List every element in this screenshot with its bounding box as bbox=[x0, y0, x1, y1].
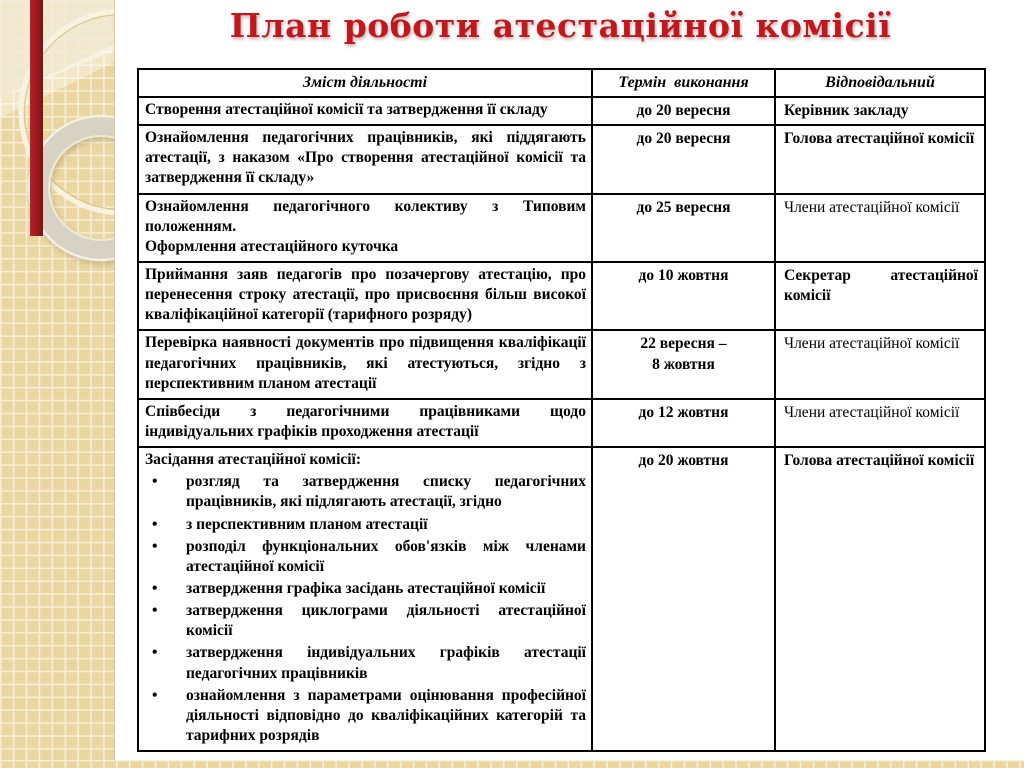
bullet-text: розподіл функціональних обов'язків між членами атестаційної комісії bbox=[186, 537, 586, 575]
bullet-dot-icon: • bbox=[152, 537, 158, 555]
bullet-list bbox=[145, 472, 586, 746]
table-header-responsible: Відповідальний bbox=[775, 69, 985, 97]
table-header-term: Термін виконання bbox=[592, 69, 775, 97]
activity-text: Ознайомлення педагогічних працівників, які піддягають атестації, з наказом «Про створення атестаційної комісії та затвердження її складу» bbox=[145, 129, 586, 187]
cell-activity bbox=[138, 97, 592, 125]
table-header-activity: Зміст діяльності bbox=[138, 69, 592, 97]
activity-text: Створення атестаційної комісії та затвердження її складу bbox=[145, 101, 548, 118]
table-row bbox=[138, 262, 985, 330]
cell-activity bbox=[138, 194, 592, 262]
responsible-text: Секретар атестаційної комісії bbox=[784, 266, 978, 305]
cell-responsible bbox=[775, 262, 985, 330]
bullet-item bbox=[145, 686, 586, 746]
table-row bbox=[138, 125, 985, 193]
responsible-text: Члени атестаційної комісії bbox=[784, 335, 960, 353]
table-row bbox=[138, 399, 985, 447]
cell-term bbox=[592, 262, 775, 330]
term-text: до 12 жовтня bbox=[638, 403, 729, 421]
bullet-dot-icon: • bbox=[152, 686, 158, 704]
cell-term bbox=[592, 97, 775, 125]
bullet-dot-icon: • bbox=[152, 644, 158, 662]
cell-activity bbox=[138, 330, 592, 398]
cell-activity bbox=[138, 125, 592, 193]
activity-text: Оформлення атестаційного куточка bbox=[145, 237, 399, 255]
cell-responsible bbox=[775, 399, 985, 447]
term-text: до 20 жовтня bbox=[638, 452, 729, 470]
bullet-dot-icon: • bbox=[152, 602, 158, 620]
table-header-row bbox=[138, 69, 985, 97]
left-decor-panel bbox=[0, 0, 115, 768]
activity-text: Засідання атестаційної комісії: bbox=[145, 451, 362, 469]
bullet-text: затвердження індивідуальних графіків атестації педагогічних працівників bbox=[186, 644, 586, 682]
cell-term bbox=[592, 399, 775, 447]
bullet-item bbox=[145, 537, 586, 577]
panel-edge bbox=[114, 0, 115, 768]
cell-responsible bbox=[775, 97, 985, 125]
table-row bbox=[138, 194, 985, 262]
bullet-item bbox=[145, 472, 586, 512]
bullet-text: ознайомлення з параметрами оцінювання професійної діяльності відповідно до кваліфікаційних категорій та тарифних розрядів bbox=[186, 686, 586, 744]
cell-responsible bbox=[775, 194, 985, 262]
bullet-item bbox=[145, 515, 586, 535]
cell-responsible bbox=[775, 330, 985, 398]
term-text: 22 вересня – bbox=[640, 335, 727, 353]
table-row bbox=[138, 97, 985, 125]
responsible-text: Члени атестаційної комісії bbox=[784, 198, 960, 216]
term-text: до 20 вересня bbox=[636, 130, 731, 148]
red-accent-bar bbox=[30, 0, 43, 236]
cell-term bbox=[592, 125, 775, 193]
activity-text: Співбесіди з педагогічними працівниками щодо індивідуальних графіків проходження атестації bbox=[145, 402, 586, 440]
bullet-dot-icon: • bbox=[152, 473, 158, 491]
plan-table bbox=[137, 68, 986, 752]
cell-term bbox=[592, 330, 775, 398]
bullet-text: з перспективним планом атестації bbox=[186, 515, 428, 533]
responsible-text: Голова атестаційної комісії bbox=[784, 130, 975, 148]
bottom-strip bbox=[0, 760, 1024, 768]
term-text: до 20 вересня bbox=[636, 102, 731, 119]
term-text: до 25 вересня bbox=[636, 198, 731, 216]
activity-text: Перевірка наявності документів про підвищення кваліфікації педагогічних працівників, які атестуються, згідно з перспективним планом атестації bbox=[145, 334, 586, 392]
bullet-dot-icon: • bbox=[152, 515, 158, 533]
bullet-item bbox=[145, 601, 586, 641]
table-row bbox=[138, 447, 985, 751]
cell-responsible bbox=[775, 125, 985, 193]
bullet-text: розгляд та затвердження списку педагогічних працівників, які підлягають атестації, згідно bbox=[186, 473, 586, 511]
table-row bbox=[138, 330, 985, 398]
responsible-text: Голова атестаційної комісії bbox=[784, 452, 975, 470]
bullet-text: затвердження графіка засідань атестаційної комісії bbox=[186, 579, 546, 597]
responsible-text: Члени атестаційної комісії bbox=[784, 403, 960, 421]
cell-responsible bbox=[775, 447, 985, 751]
bullet-item bbox=[145, 643, 586, 683]
cell-term bbox=[592, 447, 775, 751]
responsible-text: Керівник закладу bbox=[784, 102, 909, 119]
activity-text: Приймання заяв педагогів про позачергову атестацію, про перенесення строку атестації, про присвоєння більш високої кваліфікаційної категорії (тарифного розряду) bbox=[145, 265, 586, 324]
bullet-text: затвердження циклограми діяльності атестаційної комісії bbox=[186, 602, 586, 640]
term-text: до 10 жовтня bbox=[638, 266, 729, 284]
page-title: План роботи атестаційної комісії bbox=[229, 6, 892, 45]
cell-activity bbox=[138, 447, 592, 751]
bullet-item bbox=[145, 579, 586, 599]
term-text: 8 жовтня bbox=[652, 355, 715, 373]
bullet-dot-icon: • bbox=[152, 579, 158, 597]
cell-activity bbox=[138, 262, 592, 330]
cell-term bbox=[592, 194, 775, 262]
activity-text: Ознайомлення педагогічного колективу з Типовим положенням. bbox=[145, 197, 586, 235]
cell-activity bbox=[138, 399, 592, 447]
